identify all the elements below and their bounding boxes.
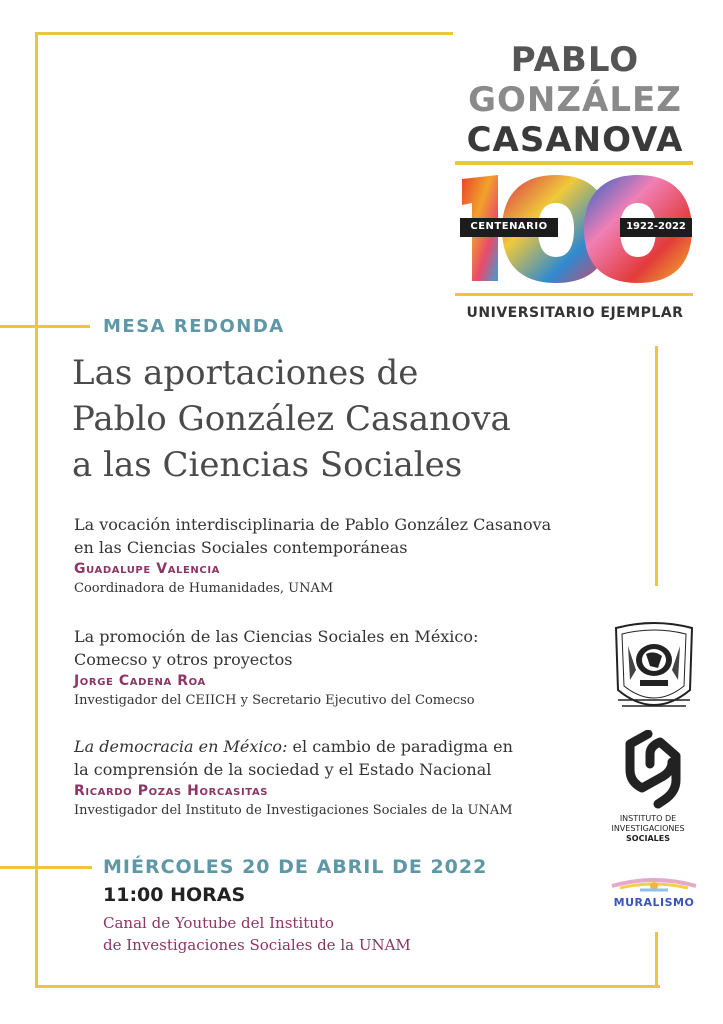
event-date: MIÉRCOLES 20 DE ABRIL DE 2022 (103, 856, 488, 878)
event-title-line-1: Las aportaciones de (72, 353, 419, 393)
talk-3-speaker: Ricardo Pozas Horcasitas (74, 783, 269, 799)
event-title-line-3: a las Ciencias Sociales (72, 445, 463, 485)
talk-1-affiliation: Coordinadora de Humanidades, UNAM (74, 581, 334, 596)
talk-1-speaker: Guadalupe Valencia (74, 561, 220, 577)
event-time: 11:00 HORAS (103, 884, 246, 906)
talk-2-title-line-1: La promoción de las Ciencias Sociales en México: (74, 627, 479, 646)
talk-1 (74, 513, 594, 599)
talk-2-speaker: Jorge Cadena Roa (74, 673, 206, 689)
talk-2 (74, 625, 594, 711)
event-channel (103, 912, 411, 956)
unam-seal-logo (610, 620, 698, 718)
logo-divider-top (455, 161, 693, 165)
channel-line-1: Canal de Youtube del Instituto (103, 914, 334, 932)
mesa-accent-line (0, 325, 90, 328)
iis-line-3: SOCIALES (626, 834, 670, 843)
years-label: 1922-2022 (626, 221, 686, 232)
talk-2-affiliation: Investigador del CEIICH y Secretario Ejecutivo del Comecso (74, 693, 475, 708)
unam-seal-icon (610, 620, 698, 718)
talk-2-title-line-2: Comecso y otros proyectos (74, 650, 293, 669)
talk-1-title-line-2: en las Ciencias Sociales contemporáneas (74, 538, 408, 557)
frame-right-lower-line (655, 932, 658, 988)
talk-3-title-line-1 (74, 735, 594, 758)
frame-top-line (35, 32, 453, 35)
name-line-3: CASANOVA (466, 120, 684, 160)
iis-logo (620, 730, 690, 812)
talk-3-affiliation: Investigador del Instituto de Investigaciones Sociales de la UNAM (74, 803, 513, 818)
iis-line-1: INSTITUTO DE (619, 814, 677, 823)
talk-1-title-line-1: La vocación interdisciplinaria de Pablo González Casanova (74, 515, 552, 534)
event-title-line-2: Pablo González Casanova (72, 399, 511, 439)
iis-logo-text (598, 814, 698, 844)
muralismo-logo (610, 876, 698, 912)
frame-bottom-line (35, 985, 660, 988)
talk-3-book-title: La democracia en México: (74, 737, 288, 756)
event-type: MESA REDONDA (103, 316, 285, 337)
logo-divider-bottom (455, 293, 693, 296)
date-accent-line (0, 866, 92, 869)
talk-3-title-line-2: la comprensión de la sociedad y el Estado Nacional (74, 760, 492, 779)
iis-line-2: INVESTIGACIONES (611, 824, 685, 833)
iis-logo-icon (620, 730, 690, 812)
name-line-1: PABLO (510, 40, 640, 80)
centenario-label: CENTENARIO (470, 221, 548, 232)
talk-3 (74, 735, 594, 821)
frame-left-line (35, 32, 38, 987)
centenario-100-graphic (458, 173, 694, 286)
event-title (72, 350, 632, 488)
muralismo-label: MURALISMO (613, 896, 695, 909)
honoree-name-logo (455, 40, 695, 160)
talk-3-title-rest: el cambio de paradigma en (287, 737, 513, 756)
universitario-ejemplar: UNIVERSITARIO EJEMPLAR (466, 305, 684, 321)
channel-line-2: de Investigaciones Sociales de la UNAM (103, 936, 411, 954)
frame-right-upper-line (655, 346, 658, 586)
name-line-2: GONZÁLEZ (468, 80, 682, 120)
